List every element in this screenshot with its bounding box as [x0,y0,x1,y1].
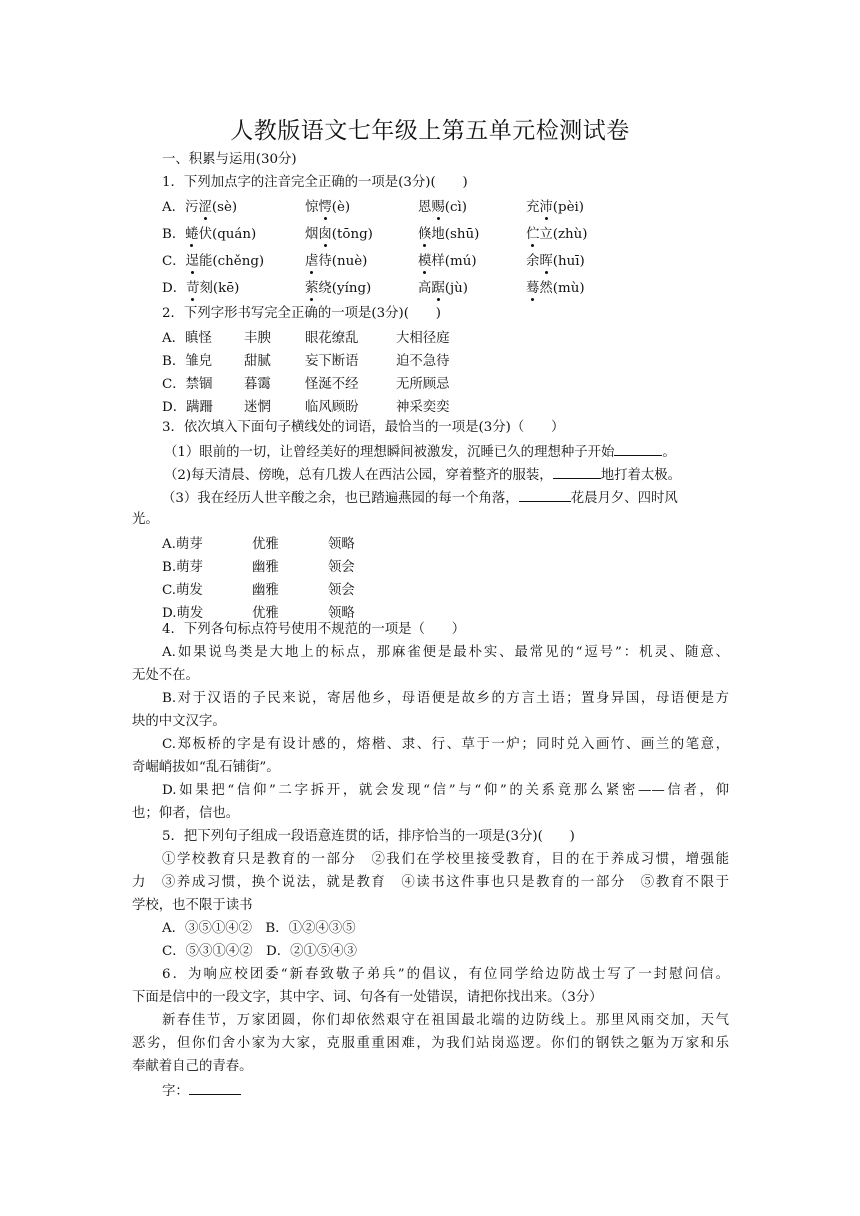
q3-option-a-word: A.萌芽 [162,537,203,552]
q1-option-d-item [418,277,468,296]
option-text-suffix: (pèi) [552,200,585,215]
q2-option-c-word: C．禁锢 [162,377,213,392]
q4-option-c-line2: 奇崛峭拔如“乱石铺街”。 [132,760,280,775]
option-text-suffix: (è) [331,200,351,215]
q4-option-a-line2: 无处不在。 [132,668,199,683]
q4-option-b-line1: B.对于汉语的子民来说，寄居他乡，母语便是故乡的方言土语；置身异国，母语便是方 [162,691,729,706]
q1-option-c-item [305,250,367,269]
q3-s2-end: 地打着太极。 [600,468,682,483]
option-text-prefix: 烟 [305,227,319,242]
option-text-prefix: 恩 [418,200,432,215]
q1-option-b-item [305,223,373,242]
q4-option-b-line2: 块的中文汉字。 [132,714,226,729]
q4-option-a-line1: A.如果说鸟类是大地上的标点，那麻雀便是最朴实、最常见的“逗号”：机灵、随意、 [162,645,729,660]
q6-letter-line1: 新春佳节，万家团圆，你们却依然艰守在祖国最北端的边防线上。那里风雨交加，天气 [162,1013,729,1028]
dotted-character: 赐 [431,196,444,215]
q6-answer-label: 字： [162,1084,189,1099]
q3-option-c-word: 幽雅 [252,583,279,598]
q2-option-a-word: A．瞋怪 [162,331,212,346]
dotted-character: 愕 [318,196,331,215]
q6-letter-line3: 奉献着自己的青春。 [132,1059,253,1074]
option-text-prefix: 余 [526,254,540,269]
q1-option-b-item [162,223,256,242]
q3-option-d-word: 优雅 [252,606,279,621]
q1-option-c-item [526,250,585,269]
dotted-character: 逞 [186,250,199,269]
q3-s1-blank[interactable] [614,441,662,456]
dotted-character: 囱 [318,223,331,242]
dotted-character: 沛 [539,196,552,215]
q3-sentence-2 [164,464,681,486]
option-text-suffix: (cì) [444,200,468,215]
q1-option-a-item [418,196,467,215]
option-text-suffix: 立(zhù) [539,227,588,242]
dotted-character: 倏 [418,223,431,242]
q6-letter-line2: 恶劣，但你们舍小家为大家，克服重重困难，为我们站岗巡逻。你们的钢铁之躯为万家和乐 [132,1036,729,1051]
q1-option-a-item [305,196,350,215]
option-text-prefix: 充 [526,200,540,215]
option-text-suffix: 待(nuè) [318,254,368,269]
q1-option-a-item [162,196,237,215]
q3-sentence-1 [164,441,676,463]
option-text-suffix: (huī) [552,254,585,269]
q3-option-a-word: 优雅 [252,537,279,552]
q1-option-d-item [526,277,585,296]
q2-option-b-word: 迫不急待 [396,354,450,369]
q6-stem-line1: 6．为响应校团委“新春致敬子弟兵”的倡议，有位同学给边防战士写了一封慰问信。 [162,967,729,982]
dotted-character: 伫 [526,223,539,242]
q5-sentences-line3: 学校，也不限于读书 [132,898,253,913]
q2-option-c-word: 暮霭 [244,377,271,392]
q6-stem-line2: 下面是信中的一段文字，其中字、词、句各有一处错误，请把你找出来。（3分） [132,990,603,1005]
q1-option-d-item [162,277,239,296]
q3-option-c-word: 领会 [328,583,355,598]
q6-answer-line [162,1080,241,1102]
q3-option-b-word: B.萌芽 [162,560,203,575]
q3-s2-text: （2)每天清晨、傍晚，总有几拨人在西沽公园，穿着整齐的服装， [164,468,553,483]
q5-sentences-line2: 力 ③养成习惯，换个说法，就是教育 ④读书这件事也只是教育的一部分 ⑤教育不限于 [132,875,729,890]
q1-stem: 1．下列加点字的注音完全正确的一项是(3分)( ) [162,175,468,190]
dotted-character: 苛 [186,277,199,296]
option-text-suffix: 刻(kē) [199,281,240,296]
q2-option-a-word: 眼花缭乱 [305,331,359,346]
option-text-prefix: D． [162,281,187,296]
q4-stem: 4．下列各句标点符号使用不规范的一项是（ ） [162,622,466,637]
q4-option-c-line1: C.郑板桥的字是有设计感的，熔楷、隶、行、草于一炉；同时兑入画竹、画兰的笔意， [162,737,729,752]
q5-options-cd: C．⑤③①④② D．②①⑤④③ [162,944,358,959]
q1-option-b-item [418,223,479,242]
q2-option-a-word: 丰腴 [244,331,271,346]
q4-option-d-line1: D.如果把“信仰”二字拆开，就会发现“信”与“仰”的关系竟那么紧密——信者，仰 [162,783,729,798]
dotted-character: 涩 [198,196,211,215]
dotted-character: 萦 [305,277,318,296]
q2-stem: 2．下列字形书写完全正确的一项是(3分)( ) [162,306,441,321]
option-text-suffix: 然(mù) [539,281,585,296]
option-text-suffix: 能(chěng) [199,254,265,269]
q3-s3-text: （3）我在经历人世辛酸之余，也已踏遍燕园的每一个角落， [162,491,519,506]
dotted-character: 蜷 [185,223,198,242]
option-text-suffix: (tōng) [331,227,373,242]
option-text-prefix: A．污 [162,200,199,215]
q5-options-ab: A．③⑤①④② B．①②④③⑤ [162,921,356,936]
option-text-suffix: (jù) [444,281,469,296]
q3-option-c-word: C.萌发 [162,583,203,598]
q3-option-d-word: 领略 [328,606,355,621]
q2-option-d-word: 神采奕奕 [396,400,450,415]
option-text-suffix: 绕(yíng) [318,281,372,296]
q3-s2-blank[interactable] [553,464,601,479]
q2-option-d-word: 临风顾盼 [305,400,359,415]
option-text-prefix: B． [162,227,186,242]
q1-option-c-item [162,250,264,269]
q2-option-d-word: D．蹒跚 [162,400,213,415]
dotted-character: 晖 [539,250,552,269]
dotted-character: 虐 [305,250,318,269]
q6-answer-blank[interactable] [189,1080,241,1095]
option-text-suffix: 地(shū) [431,227,480,242]
q1-option-a-item [526,196,584,215]
q5-stem: 5．把下列句子组成一段语意连贯的话，排序恰当的一项是(3分)( ) [162,829,575,844]
q1-option-c-item [418,250,477,269]
q3-s3-blank[interactable] [519,487,571,502]
q4-option-d-line2: 也；仰者，信也。 [132,806,240,821]
option-text-prefix: 高 [418,281,432,296]
option-text-suffix: (sè) [211,200,238,215]
dotted-character: 蓦 [526,277,539,296]
page-title: 人教版语文七年级上第五单元检测试卷 [230,118,630,144]
option-text-suffix: 样(mú) [431,254,477,269]
q2-option-b-word: B．雏皃 [162,354,213,369]
q2-option-c-word: 怪涎不经 [305,377,359,392]
q3-option-a-word: 领略 [328,537,355,552]
q3-s1-end: 。 [662,445,676,460]
dotted-character: 踞 [431,277,444,296]
q3-sentence-3 [162,487,678,509]
q2-option-b-word: 妄下断语 [305,354,359,369]
q3-option-b-word: 领会 [328,560,355,575]
option-text-suffix: 伏(quán) [198,227,257,242]
q3-sentence-3-cont: 光。 [132,512,159,527]
q2-option-d-word: 迷惘 [244,400,271,415]
q5-sentences-line1: ①学校教育只是教育的一部分 ②我们在学校里接受教育，目的在于养成习惯，增强能 [162,852,729,867]
option-text-prefix: 惊 [305,200,319,215]
q3-stem: 3．依次填入下面句子横线处的词语，最恰当的一项是(3分)（ ） [162,420,565,435]
q3-s1-text: （1）眼前的一切，让曾经美好的理想瞬间被激发，沉睡已久的理想种子开始 [164,445,615,460]
q3-option-b-word: 幽雅 [252,560,279,575]
q3-option-d-word: D.萌发 [162,606,204,621]
section-heading: 一、积累与运用(30分) [162,152,297,167]
q1-option-d-item [305,277,371,296]
q2-option-b-word: 甜腻 [244,354,271,369]
option-text-prefix: C． [162,254,186,269]
q3-s3-end: 花晨月夕、四时风 [570,491,678,506]
dotted-character: 模 [418,250,431,269]
q2-option-c-word: 无所顾忌 [396,377,450,392]
q1-option-b-item [526,223,588,242]
q2-option-a-word: 大相径庭 [396,331,450,346]
